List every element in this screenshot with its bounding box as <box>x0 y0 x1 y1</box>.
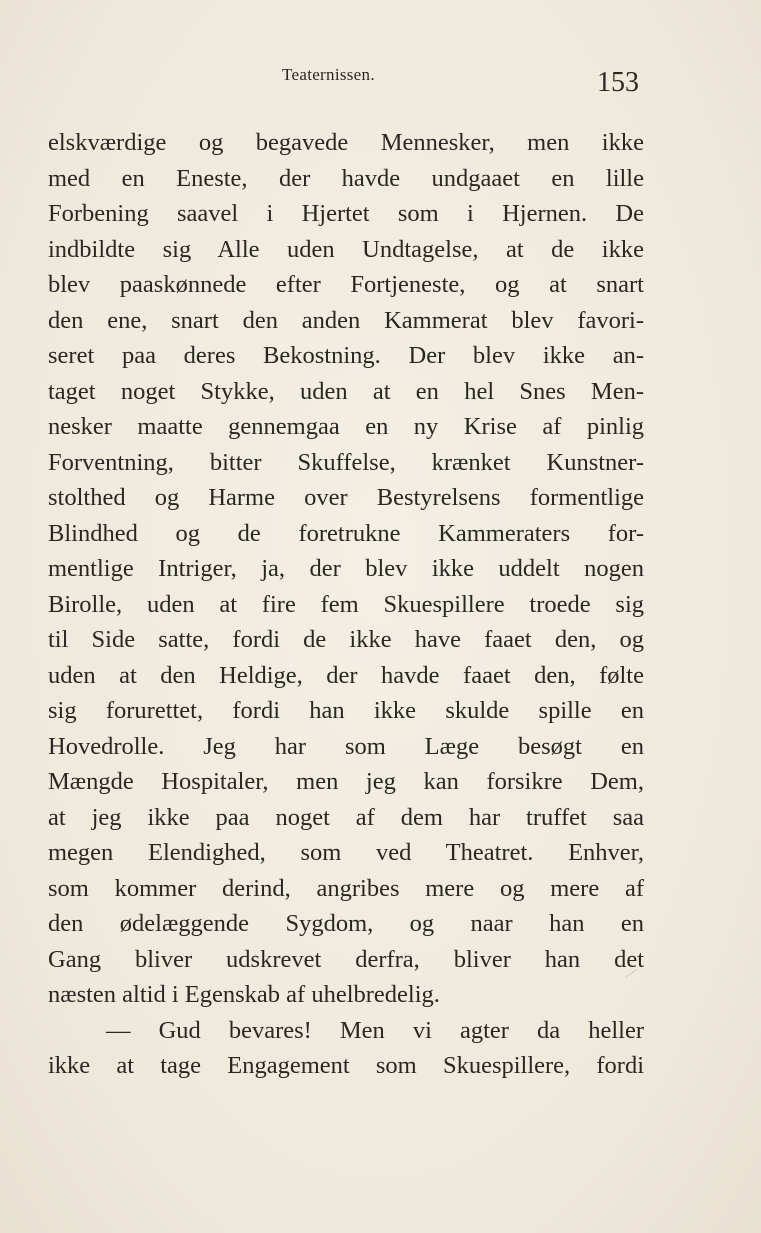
text-line: til Side satte, fordi de ikke have faaet den, og <box>48 626 644 653</box>
text-line: den ene, snart den anden Kammerat blev favori- <box>48 306 644 334</box>
text-line: Hovedrolle. Jeg har som Læge besøgt en <box>48 732 644 760</box>
text-line: at jeg ikke paa noget af dem har truffet saa <box>48 803 644 831</box>
text-line: Gang bliver udskrevet derfra, bliver han det <box>48 945 644 973</box>
text-line: ikke at tage Engagement som Skuespillere, fordi <box>48 1052 644 1079</box>
text-line: nesker maatte gennemgaa en ny Krise af pinlig <box>48 413 644 440</box>
text-line: som kommer derind, angribes mere og mere af <box>48 874 644 902</box>
text-line: blev paaskønnede efter Fortjeneste, og at snart <box>48 271 644 298</box>
text-line: den ødelæggende Sygdom, og naar han en <box>48 910 644 937</box>
page-number: 153 <box>597 67 639 98</box>
text-line: mentlige Intriger, ja, der blev ikke uddelt nogen <box>48 555 644 582</box>
text-line: seret paa deres Bekostning. Der blev ikke an- <box>48 342 644 369</box>
text-line: Forbening saavel i Hjertet som i Hjernen. De <box>48 200 644 227</box>
text-line: Mængde Hospitaler, men jeg kan forsikre Dem, <box>48 768 644 795</box>
running-title: Teaternissen. <box>282 65 375 84</box>
text-line: megen Elendighed, som ved Theatret. Enhver, <box>48 839 644 866</box>
text-line: uden at den Heldige, der havde faaet den, følte <box>48 661 644 689</box>
text-line: Blindhed og de foretrukne Kammeraters for- <box>48 519 644 547</box>
text-line: stolthed og Harme over Bestyrelsens formentlige <box>48 484 644 511</box>
text-line: med en Eneste, der havde undgaaet en lille <box>48 164 644 192</box>
body-text <box>48 125 644 1084</box>
text-line: elskværdige og begavede Mennesker, men ikke <box>48 129 644 156</box>
text-line: indbildte sig Alle uden Undtagelse, at de ikke <box>48 235 644 263</box>
text-line: taget noget Stykke, uden at en hel Snes Men- <box>48 377 644 405</box>
text-line: sig forurettet, fordi han ikke skulde spille en <box>48 697 644 724</box>
text-line: Forventning, bitter Skuffelse, krænket Kunstner- <box>48 448 644 476</box>
text-line: næsten altid i Egenskab af uhelbredelig. <box>48 981 440 1008</box>
text-line: — Gud bevares! Men vi agter da heller <box>106 1016 644 1044</box>
text-line: Birolle, uden at fire fem Skuespillere troede sig <box>48 590 644 618</box>
